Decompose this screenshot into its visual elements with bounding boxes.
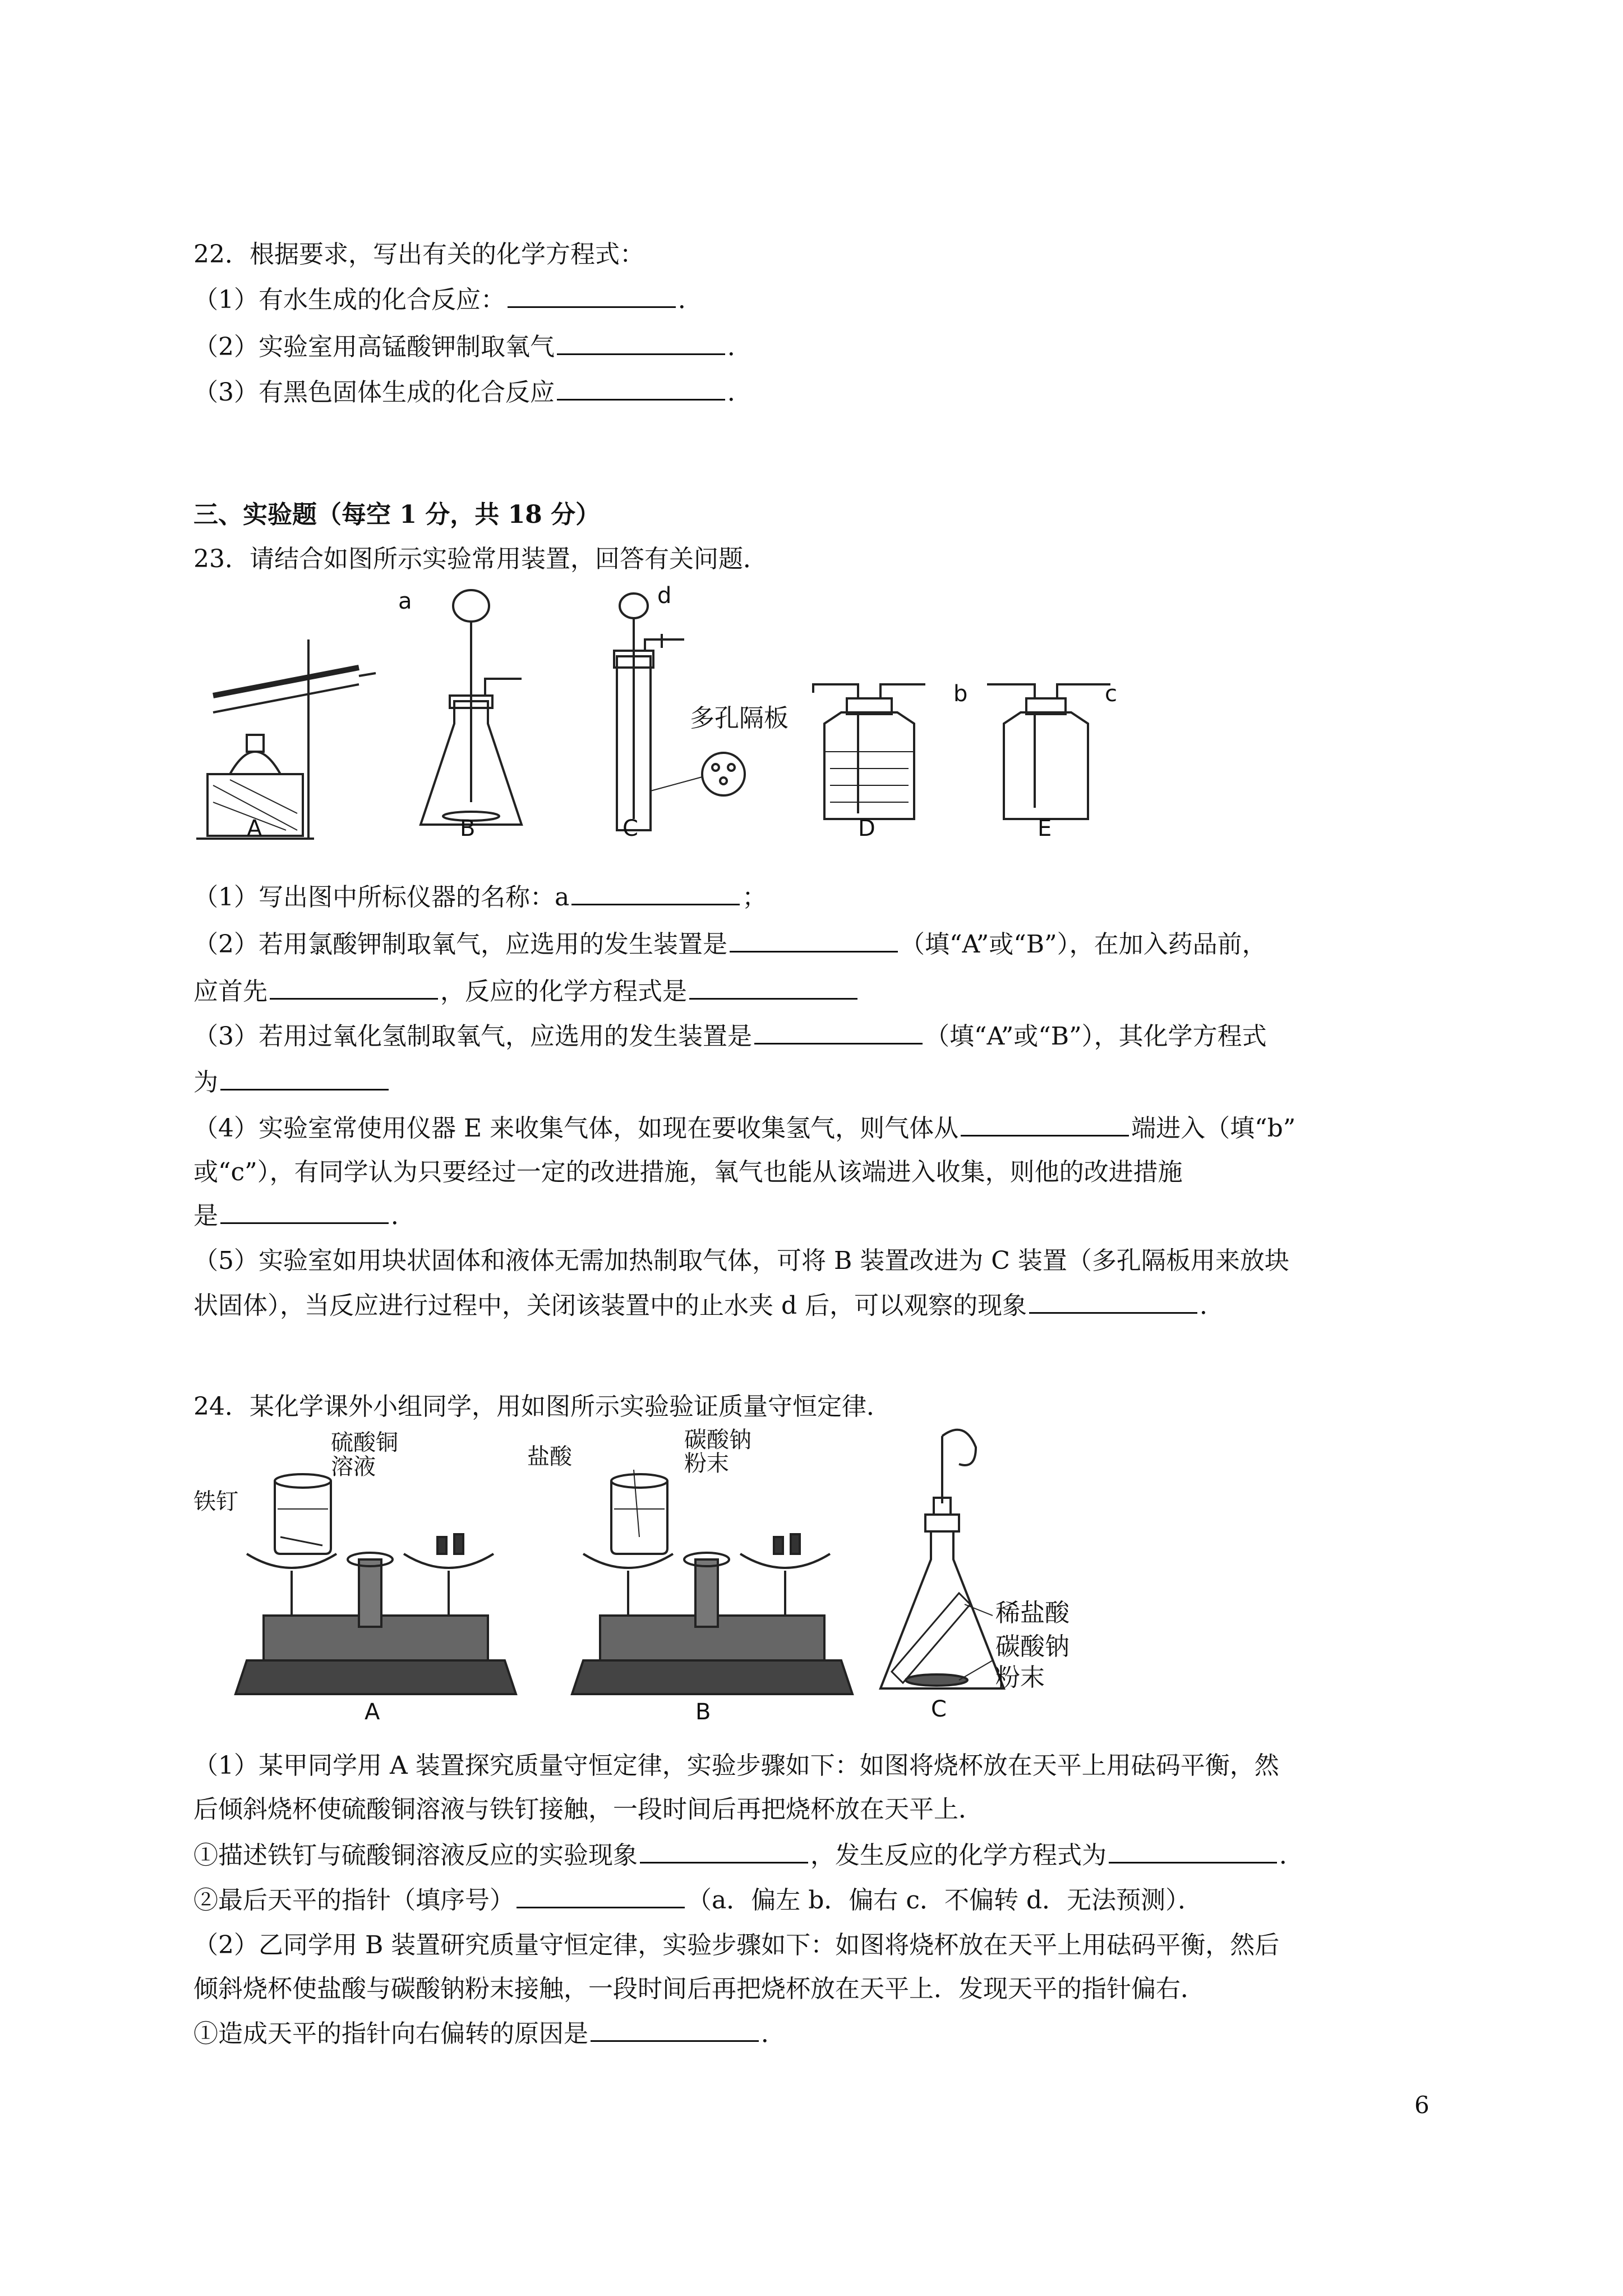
answer-blank[interactable] (961, 1112, 1129, 1137)
apparatus-e (987, 684, 1110, 819)
q24-sub1-text-b: ，发生反应的化学方程式为 (810, 1841, 1106, 1870)
answer-blank[interactable] (754, 1020, 923, 1045)
answer-blank[interactable] (1029, 1290, 1197, 1314)
q23-part5-cont (193, 1289, 1224, 1323)
label-d: D (858, 816, 875, 841)
label-clamp-d: d (657, 583, 672, 609)
apparatus-b (421, 590, 522, 825)
q24-sub1 (193, 1839, 1304, 1872)
label-funnel-a: a (398, 588, 412, 614)
period: ． (1279, 1841, 1304, 1870)
answer-blank[interactable] (220, 1200, 389, 1224)
q24-balance-figure (191, 1425, 1155, 1728)
period: ． (761, 2019, 786, 2048)
q24-sub3 (193, 2017, 786, 2051)
q23-part5-text-b: 状固体），当反应进行过程中，关闭该装置中的止水夹 d 后，可以观察的现象 (193, 1291, 1027, 1320)
q23-part4 (193, 1112, 1295, 1145)
q23-part4-text: （4）实验室常使用仪器 E 来收集气体，如现在要收集氢气，则气体从 (193, 1114, 959, 1143)
label-port-c: c (1105, 681, 1117, 707)
q23-part2-text-d: ，反应的化学方程式是 (440, 977, 687, 1006)
answer-blank[interactable] (591, 2018, 759, 2042)
period: ． (391, 1202, 416, 1230)
q23-part3 (193, 1020, 1267, 1053)
semicolon: ； (742, 883, 767, 912)
q23-part2-text-c: 应首先 (193, 977, 268, 1006)
answer-blank[interactable] (220, 1066, 389, 1091)
q23-part3-cont (193, 1066, 391, 1099)
period: ． (727, 378, 752, 407)
q24-part1: （1）某甲同学用 A 装置探究质量守恒定律，实验步骤如下：如图将烧杯放在天平上用砝码平衡，然 (193, 1751, 1279, 1780)
q22-part2-text: （2）实验室用高锰酸钾制取氧气 (193, 333, 555, 361)
balance-b (572, 1470, 852, 1694)
q24-sub2 (193, 1884, 1202, 1917)
answer-blank[interactable] (571, 881, 740, 905)
apparatus-a (196, 639, 376, 839)
answer-blank[interactable] (689, 976, 857, 1000)
q23-part3-text-b: （填“A”或“B”），其化学方程式 (925, 1022, 1267, 1051)
answer-blank[interactable] (730, 928, 898, 953)
q22-part1-text: （1）有水生成的化合反应： (193, 286, 505, 314)
q24-part1-cont: 后倾斜烧杯使硫酸铜溶液与铁钉接触，一段时间后再把烧杯放在天平上． (193, 1795, 983, 1824)
answer-blank[interactable] (557, 331, 725, 355)
q23-part5: （5）实验室如用块状固体和液体无需加热制取气体，可将 B 装置改进为 C 装置（多孔隔板用来放块 (193, 1246, 1289, 1275)
q24-stem: 24．某化学课外小组同学，用如图所示实验验证质量守恒定律． (193, 1392, 891, 1421)
q23-part2-text: （2）若用氯酸钾制取氧气，应选用的发生装置是 (193, 930, 727, 959)
flask-c (880, 1430, 1004, 1688)
label-balance-a: A (365, 1699, 380, 1725)
q23-apparatus-figure (191, 583, 1155, 841)
apparatus-d (813, 684, 925, 819)
label-hcl: 盐酸 (527, 1444, 572, 1470)
q23-stem: 23．请结合如图所示实验常用装置，回答有关问题． (193, 545, 768, 573)
label-b: B (460, 816, 476, 841)
label-cuso4-solution: 溶液 (331, 1454, 376, 1480)
q23-part3-text-c: 为 (193, 1068, 218, 1097)
q22-part3-text: （3）有黑色固体生成的化合反应 (193, 378, 555, 407)
label-c-na2co3: 碳酸钠 (995, 1632, 1069, 1661)
answer-blank[interactable] (1109, 1839, 1277, 1864)
answer-blank[interactable] (640, 1839, 808, 1864)
label-cuso4: 硫酸铜 (331, 1430, 398, 1456)
q24-part2-cont: 倾斜烧杯使盐酸与碳酸钠粉末接触，一段时间后再把烧杯放在天平上．发现天平的指针偏右． (193, 1975, 1205, 2003)
q23-part2 (193, 928, 1267, 961)
label-port-b: b (953, 681, 968, 707)
q23-part4-cont: 或“c”），有同学认为只要经过一定的改进措施，氧气也能从该端进入收集，则他的改进措施 (193, 1158, 1183, 1186)
answer-blank[interactable] (557, 376, 725, 401)
section-heading: 三、实验题（每空 1 分，共 18 分） (193, 500, 601, 529)
q24-sub2-text: ②最后天平的指针（填序号） (193, 1886, 514, 1915)
period: ． (678, 286, 703, 314)
q24-sub2-options: （a．偏左 b．偏右 c．不偏转 d．无法预测）． (687, 1886, 1203, 1915)
q24-sub3-text: ①造成天平的指针向右偏转的原因是 (193, 2019, 588, 2048)
period: ． (1200, 1291, 1225, 1320)
answer-blank[interactable] (517, 1884, 685, 1908)
q23-part4-text-d: 是 (193, 1202, 218, 1230)
period: ． (727, 333, 752, 361)
q24-sub1-text: ①描述铁钉与硫酸铜溶液反应的实验现象 (193, 1841, 638, 1870)
q22-part3 (193, 376, 752, 409)
label-na2co3-powder: 粉末 (684, 1451, 729, 1476)
q23-part3-text: （3）若用过氧化氢制取氧气，应选用的发生装置是 (193, 1022, 752, 1051)
q22-part1 (193, 283, 703, 317)
page-number: 6 (1414, 2091, 1430, 2119)
q23-part4-text-b: 端进入（填“b” (1131, 1114, 1296, 1143)
q23-part4-end (193, 1199, 416, 1233)
q24-part2: （2）乙同学用 B 装置研究质量守恒定律，实验步骤如下：如图将烧杯放在天平上用砝码平衡，然后 (193, 1931, 1280, 1959)
answer-blank[interactable] (508, 284, 676, 308)
q23-part1 (193, 881, 767, 914)
answer-blank[interactable] (270, 976, 438, 1000)
q22-part2 (193, 330, 752, 364)
label-flask-c: C (931, 1696, 947, 1722)
label-a: A (247, 816, 262, 841)
q23-part2-text-b: （填“A”或“B”），在加入药品前， (900, 930, 1267, 959)
q23-part2-cont (193, 975, 860, 1009)
label-dilute-hcl: 稀盐酸 (995, 1599, 1069, 1627)
label-porous-plate: 多孔隔板 (690, 704, 789, 733)
label-c: C (623, 816, 638, 841)
q23-part1-text: （1）写出图中所标仪器的名称：a (193, 883, 570, 912)
label-na2co3: 碳酸钠 (684, 1427, 751, 1453)
label-c-powder: 粉末 (995, 1663, 1045, 1692)
label-iron-nail: 铁钉 (193, 1489, 238, 1515)
q22-stem: 22．根据要求，写出有关的化学方程式： (193, 240, 644, 269)
balance-a (236, 1474, 516, 1694)
label-balance-b: B (695, 1699, 711, 1725)
label-e: E (1038, 816, 1052, 841)
